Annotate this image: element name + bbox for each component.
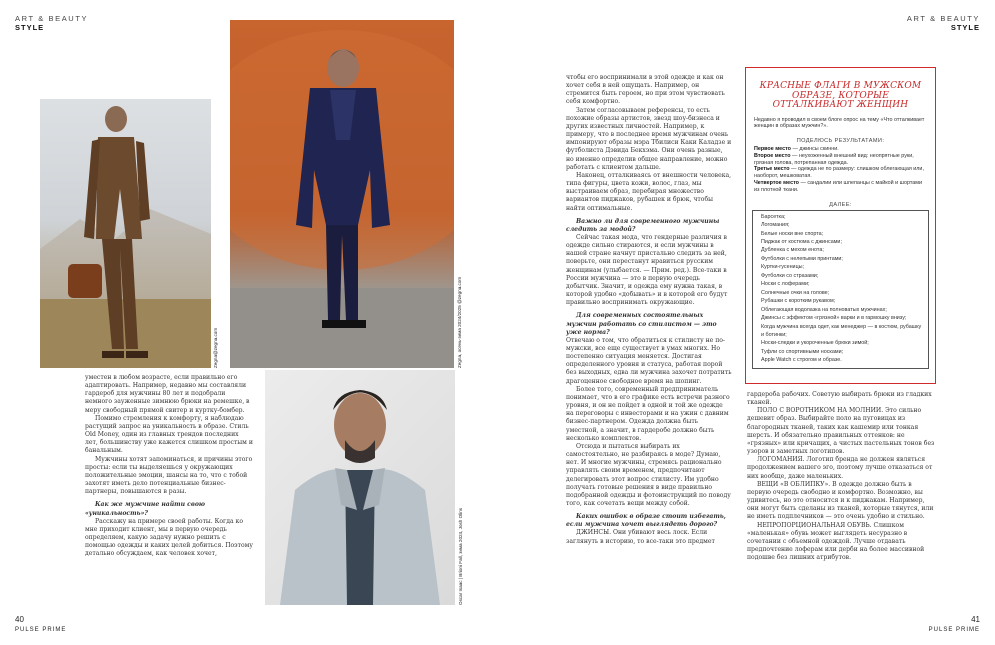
middle-paragraph: чтобы его воспринимали в этой одежде и как он хочет себя в ней ощущать. Например, он стремится быть героем, но при этом чувствовать себя комфортно.	[566, 74, 725, 106]
list-item: Футболки со стразами;	[761, 272, 819, 279]
middle-paragraph: Сейчас такая мода, что гендерные различия в одежде сильно стираются, и если мужчины в нашей стране начнут пристально следить за ней, поверьте, они перестанут нравиться русским женщинам (улыбается. — Прим. ред.). Все-таки в России мужчина — это в первую очередь добытчик. Значит, и одежда ему нужна такая, в которой удобно «добывать» и в которой его будут правильно воспринимать окружающие.	[566, 233, 728, 307]
navy-coat-illustration	[230, 20, 454, 368]
red-flags-list	[752, 210, 929, 369]
survey-intro: Недавно я проводил в своем блоге опрос на тему «Что отталкивает женщин в образах мужчин?».	[754, 116, 925, 130]
right-page-number: 41	[971, 615, 980, 624]
red-flags-title: КРАСНЫЕ ФЛАГИ В МУЖСКОМ ОБРАЗЕ, КОТОРЫЕ ОТТАЛКИВАЮТ ЖЕНЩИН	[759, 81, 922, 110]
list-item: Когда мужчина всегда одет, как менеджер — в костюм, рубашку и ботинки;	[761, 323, 922, 339]
caption-photo3: Oscar Isaac | Brioni Fall, зима 2024, Josh Olins	[458, 507, 463, 605]
result-first	[754, 146, 927, 153]
right-paragraph: ЛОГОМАНИЯ. Логотип бренда не должен являться продолжением вашего эго, поэтому лучше отказаться от них вообще, даже маленьких.	[747, 456, 933, 480]
photo-navy-coat	[230, 20, 454, 368]
result-text: — сандалии или шлепанцы с майкой и шортами из плотной ткани.	[754, 180, 922, 193]
left-magazine-name: PULSE PRIME	[15, 627, 67, 633]
caption-photo1: Zegna@zegna.com	[213, 327, 218, 368]
left-header-section: STYLE	[15, 23, 45, 32]
right-header-section: STYLE	[950, 23, 980, 32]
result-place: Четвертое место	[754, 180, 799, 187]
result-third	[754, 166, 927, 180]
left-paragraph: Помимо стремления к комфорту, я наблюдаю растущий запрос на уникальность в образе. Стиль Old Money, один из главных трендов последних лет, большинству уже кажется слишком простым и банальным.	[85, 414, 253, 455]
list-item: Носки-следки и укороченные брюки зимой;	[761, 340, 869, 347]
list-item: Пиджак от костюма с джинсами;	[761, 239, 842, 246]
middle-question: Важно ли для современного мужчины следить за модой?	[566, 217, 720, 233]
list-item: Логомания;	[761, 222, 790, 229]
left-paragraph: Расскажу на примере своей работы. Когда ко мне приходит клиент, мы в первую очередь определяем, какую задачу нужно решить с помощью одежды и каких целей добиться. Поэтому детально обсуждаем, как человек хочет,	[85, 517, 253, 558]
middle-paragraph: ДЖИНСЫ. Они убивают весь лоск. Если заглянуть в историю, то все-таки это предмет	[566, 529, 715, 545]
list-item: Apple Watch с строгом и образе.	[761, 357, 842, 364]
result-text: — джинсы скинни.	[790, 146, 839, 153]
list-item: Облегающая водолазка на полноватых мужчинах;	[761, 306, 887, 313]
middle-text-column	[566, 74, 732, 546]
right-paragraph: гардероба рабочих. Советую выбирать брюки из гладких тканей.	[747, 391, 932, 407]
photo-grey-jacket	[265, 370, 455, 605]
grey-jacket-illustration	[265, 370, 455, 605]
brown-suit-illustration	[40, 99, 211, 368]
red-flags-box	[745, 67, 936, 384]
photo-brown-suit	[40, 99, 211, 368]
list-item: Футболки с нелепыми принтами;	[761, 255, 843, 262]
list-item: Дубленка с мехом енота;	[761, 247, 824, 254]
result-place: Первое место	[754, 146, 791, 153]
left-question: Как же мужчине найти свою «уникальность»?	[85, 501, 206, 517]
middle-paragraph: Отвечаю о том, что обратиться к стилисту не по-мужски, все еще существует в умах многих. Но постепенно ситуация меняется. Достигая определенного уровня и статуса, работая порой без выходных, едва ли мужчина захочет потратить драгоценное свободное время на шопинг.	[566, 336, 732, 385]
result-second	[754, 153, 927, 167]
list-item: Куртки-гусеницы;	[761, 264, 805, 271]
middle-question: Для современных состоятельных мужчин работать со стилистом — это уже норма?	[566, 312, 717, 336]
list-item: Барсетка;	[761, 213, 786, 220]
left-page-number: 40	[15, 615, 24, 624]
left-paragraph: уместен в любом возрасте, если правильно его адаптировать. Например, недавно мы составляли гардероб для мужчины 80 лет и подобрали немного зауженные зимнюю брюки на ремешке, в меру свободный прямой свитер и куртку-бомбер.	[85, 374, 250, 414]
middle-paragraph: Отсюда и пытаться выбирать их самостоятельно, не разбираясь в моде? Думаю, нет. И многие мужчины, стремясь рационально управлять своим временем, предпочитают делегировать этот вопрос стилисту. Им удобно получать готовые решения в виде правильно подобранной одежды и фотоинструкций по поводу того, как сочетать вещи между собой.	[566, 442, 731, 507]
result-text: — одежда не по размеру: слишком облегающая или, наоборот, мешковатая.	[754, 166, 924, 180]
result-text: — неухоженный внешний вид: неопрятные руки, грязная голова, потрепанная одежда.	[754, 152, 914, 166]
right-paragraph: НЕПРОПОРЦИОНАЛЬНАЯ ОБУВЬ. Слишком «маленькая» обувь может выглядеть несуразно в сочетании с объемной одеждой. Лучше отдавать предпочтение лоферам или дерби на более массивной подошве без лишних атрибутов.	[747, 521, 925, 562]
list-item: Туфли со спортивными носками;	[761, 348, 844, 355]
caption-photo2: Zegna, осень-зима 2024/2025 @zegna.com	[457, 276, 462, 368]
right-paragraph: ВЕЩИ «В ОБЛИПКУ». В одежде должно быть в первую очередь свободно и комфортно. Возможно, вы удивитесь, но это относится и к пиджакам. Например, они могут быть сделаны из тканей, которые тянутся, или не иметь подплечников — это очень удобно и стильно.	[747, 480, 934, 521]
results-heading: ПОДЕЛЮСЬ РЕЗУЛЬТАТАМИ:	[796, 138, 885, 145]
list-item: Рубашки с коротким рукавом;	[761, 298, 836, 305]
list-item: Белые носки вне спорта;	[761, 230, 824, 237]
right-paragraph: ПОЛО С ВОРОТНИКОМ НА МОЛНИИ. Это сильно дешевит образ. Выбирайте поло на пуговицах из благородных тканей, таких как кашемир или тонкая шерсть. И обязательно правильных оттенков: не «грязных» или кричащих, а чистых пастельных тонов без узоров и заметных логотипов.	[747, 407, 935, 456]
result-place: Второе место	[754, 152, 791, 159]
result-place: Третье место	[754, 166, 790, 173]
right-text-column	[747, 391, 937, 562]
middle-paragraph: Затем согласовываем референсы, то есть похожие образы артистов, звезд шоу-бизнеса и других известных личностей. Например, к примеру, что в последнее время мужчинам очень импонируют образы мэра Тбилиси Каки Каладзе и футболиста Дэвида Бекхэма. Они очень разные, но именно определив общее направление, можно работать с клиентом дальше.	[566, 106, 732, 171]
middle-question: Каких ошибок в образе стоит избегать, если мужчина хочет выглядеть дорого?	[566, 513, 726, 529]
middle-paragraph: Наконец, отталкиваясь от внешности человека, типа фигуры, цвета кожи, волос, глаз, мы выстраиваем образ, перебирая множество вариантов пиджаков, рубашек и брюк, чтобы найти оптимальные.	[566, 171, 732, 212]
right-header-tag: ART & BEAUTY	[906, 14, 980, 23]
left-header-tag: ART & BEAUTY	[15, 14, 89, 23]
result-fourth	[754, 180, 927, 194]
list-item: Носки с лоферами;	[761, 281, 810, 288]
next-heading: ДАЛЕЕ:	[829, 201, 852, 208]
list-item: Солнечные очки на голове;	[761, 289, 830, 296]
left-text-column	[85, 374, 253, 558]
middle-paragraph: Более того, современный предприниматель понимает, что в его графике есть встречи разного уровня, и он не пойдет в одной и той же одежде на переговоры с инвесторами и на ужин с давним бизнес-партнером. Одежда должна быть уместной, а значит, в гардеробе должно быть несколько комплектов.	[566, 385, 730, 442]
right-magazine-name: PULSE PRIME	[928, 627, 980, 633]
left-paragraph: Мужчины хотят запоминаться, и причины этого просты: если ты выделяешься у окружающих положительные эмоции, шансы на то, что с тобой захотят иметь дело потенциальные бизнес-партнеры, повышаются в разы.	[85, 455, 253, 496]
list-item: Джинсы с эффектом «грязной» варки и в гармошку внизу;	[761, 315, 907, 322]
